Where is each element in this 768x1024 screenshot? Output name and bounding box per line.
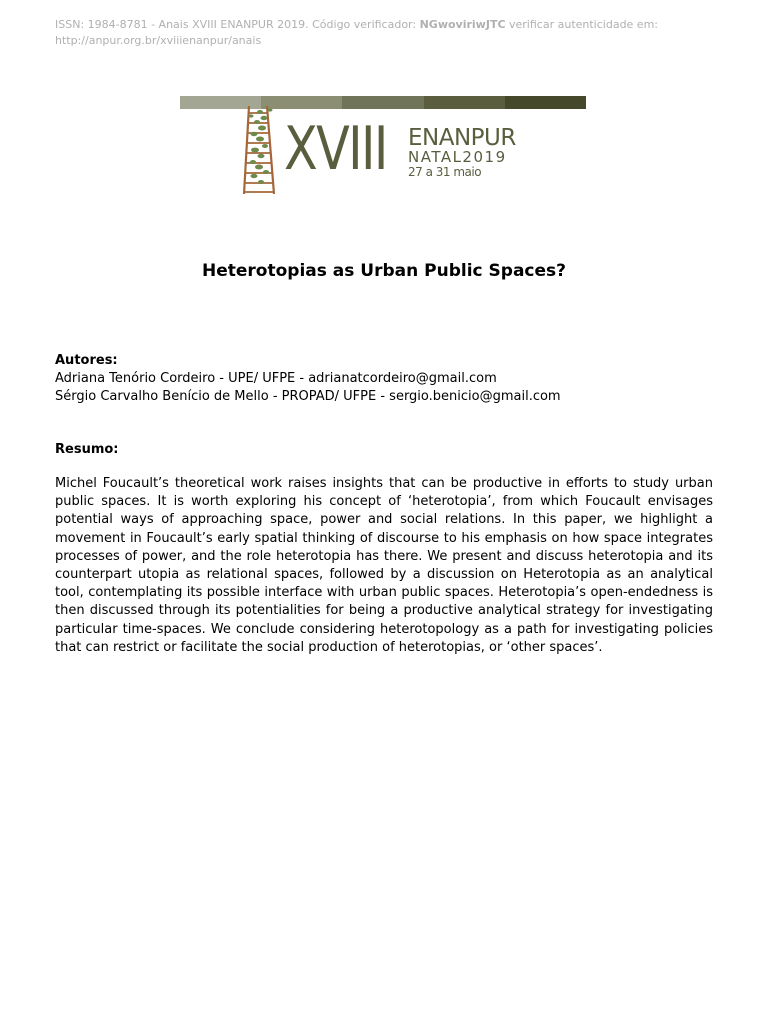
logo-dates: 27 a 31 maio xyxy=(408,165,482,179)
abstract-label: Resumo: xyxy=(55,442,119,457)
ladder-vine-icon xyxy=(240,104,280,196)
verification-code: NGwoviriwJTC xyxy=(419,18,506,31)
logo-bar-segment xyxy=(424,96,505,109)
author-entry: Adriana Tenório Cordeiro - UPE/ UFPE - adrianatcordeiro@gmail.com xyxy=(55,371,497,386)
logo-bar-segment xyxy=(342,96,423,109)
logo-event-name: ENANPUR xyxy=(408,125,516,151)
authors-label: Autores: xyxy=(55,353,118,368)
abstract-text: Michel Foucault’s theoretical work raises insights that can be productive in efforts to study urban public spaces. It is worth exploring his concept of ‘heterotopia’, from which Foucault envisages potential ways of approaching space, power and social relations. In this paper, we highlight a movement in Foucault’s early spatial thinking of discourse to his emphasis on how space integrates processes of power, and the role heterotopia has there. We present and discuss heterotopia and its counterpart utopia as relational spaces, followed by a discussion on Heterotopia as an analytical tool, contemplating its possible interface with urban public spaces. Heterotopia’s open-endedness is then discussed through its potentialities for being a productive analytical strategy for investigating particular time-spaces. We conclude considering heterotopology as a path for investigating policies that can restrict or facilitate the social production of heterotopias, or ‘other spaces’. xyxy=(55,476,713,655)
paper-title: Heterotopias as Urban Public Spaces? xyxy=(202,261,566,281)
event-logo xyxy=(180,96,588,196)
verify-text: verificar autenticidade em: xyxy=(505,18,659,31)
issn-text: ISSN: 1984-8781 - Anais XVIII ENANPUR 2019. Código verificador: xyxy=(55,18,420,31)
logo-roman-numeral: XVIII xyxy=(284,114,387,184)
proceedings-url[interactable]: http://anpur.org.br/xviiienanpur/anais xyxy=(55,34,262,47)
authors-list xyxy=(55,370,561,406)
logo-city-year: NATAL2019 xyxy=(408,148,507,166)
author-entry: Sérgio Carvalho Benício de Mello - PROPAD/ UFPE - sergio.benicio@gmail.com xyxy=(55,389,561,404)
logo-bar-segment xyxy=(505,96,586,109)
header-note xyxy=(55,17,695,49)
